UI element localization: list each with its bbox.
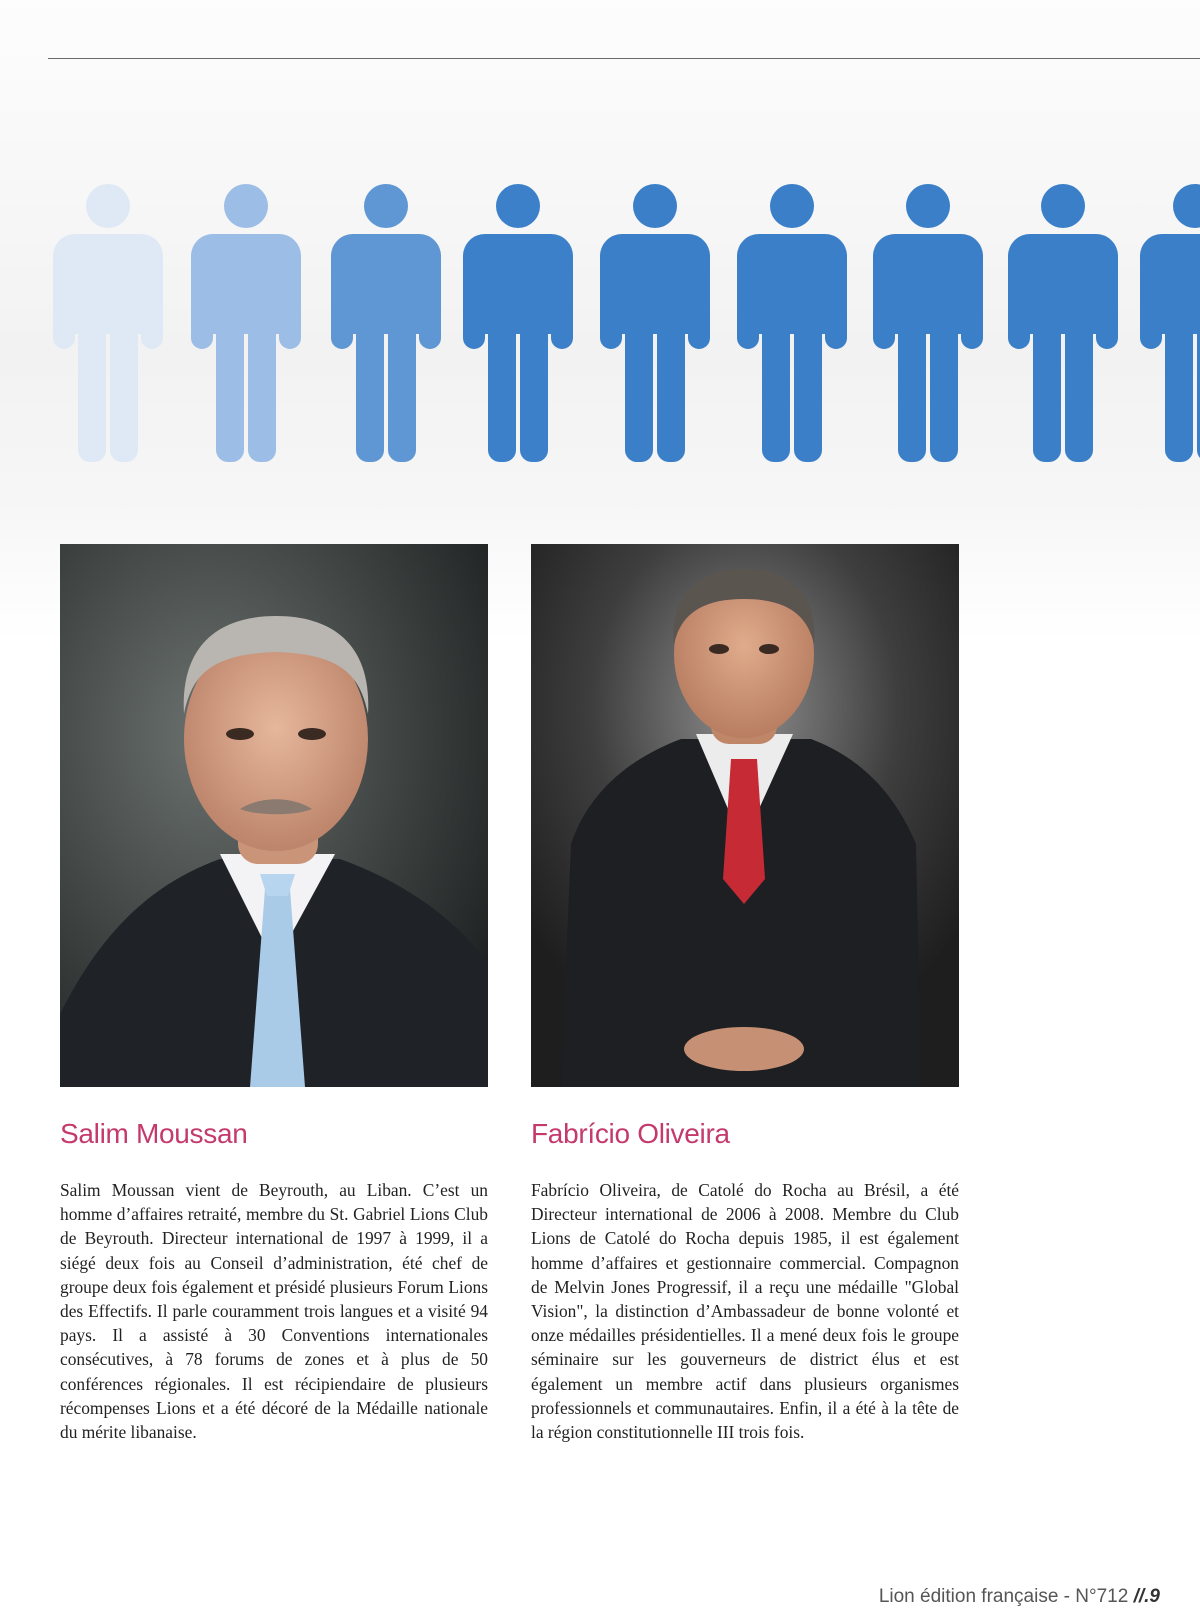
- page-number: .9: [1144, 1586, 1160, 1607]
- person-figure-icon-3: [331, 184, 441, 462]
- profile-bio-fabricio-oliveira: Fabrício Oliveira, de Catolé do Rocha au Brésil, a été Directeur international de 2006 à 2008. Membre du Club Lions de Catolé do Rocha depuis 1985, il est également homme d’affaires et gestionnaire commercial. Compagnon de Melvin Jones Progressif, il a reçu une médaille "Global Vision", la distinction d’Ambassadeur de bonne volonté et onze médailles présidentielles. Il a mené deux fois le groupe séminaire sur les gouverneurs de district élus et est également un membre actif dans plusieurs organismes professionnels et communautaires. Enfin, il a été à la tête de la région constitutionnelle III trois fois.: [531, 1180, 959, 1443]
- footer-separator: //: [1133, 1586, 1145, 1607]
- portrait-fabricio-oliveira: [531, 544, 959, 1087]
- top-rule: [48, 58, 1200, 59]
- profile-bio-salim-moussan: Salim Moussan vient de Beyrouth, au Liban. C’est un homme d’affaires retraité, membre du St. Gabriel Lions Club de Beyrouth. Directeur international de 1997 à 1999, il a siégé deux fois au Conseil d’administration, été chef de groupe deux fois également et présidé plusieurs Forum Lions des Effectifs. Il parle couramment trois langues et a visité 94 pays. Il a assisté à 30 Conventions internationales consécutives, à 78 forums de zones et à plus de 50 conférences régionales. Il est récipiendaire de plusieurs récompenses Lions et a été décoré de la Médaille nationale du mérite libanaise.: [60, 1180, 488, 1443]
- person-figure-icon-7: [873, 184, 983, 462]
- page-footer: [879, 1586, 1160, 1608]
- person-figure-icon-8: [1008, 184, 1118, 462]
- person-figure-icon-1: [53, 184, 163, 462]
- publication-title: Lion édition française - N°712: [878, 1586, 1129, 1607]
- person-figure-icon-6: [737, 184, 847, 462]
- profile-name-salim-moussan: Salim Moussan: [60, 1118, 248, 1149]
- person-figure-icon-9: [1140, 184, 1200, 462]
- person-figure-icon-4: [463, 184, 573, 462]
- profile-name-fabricio-oliveira: Fabrício Oliveira: [531, 1118, 730, 1149]
- person-figure-icon-5: [600, 184, 710, 462]
- person-figure-icon-2: [191, 184, 301, 462]
- portrait-salim-moussan: [60, 544, 488, 1087]
- person-figures-row: [0, 170, 1200, 470]
